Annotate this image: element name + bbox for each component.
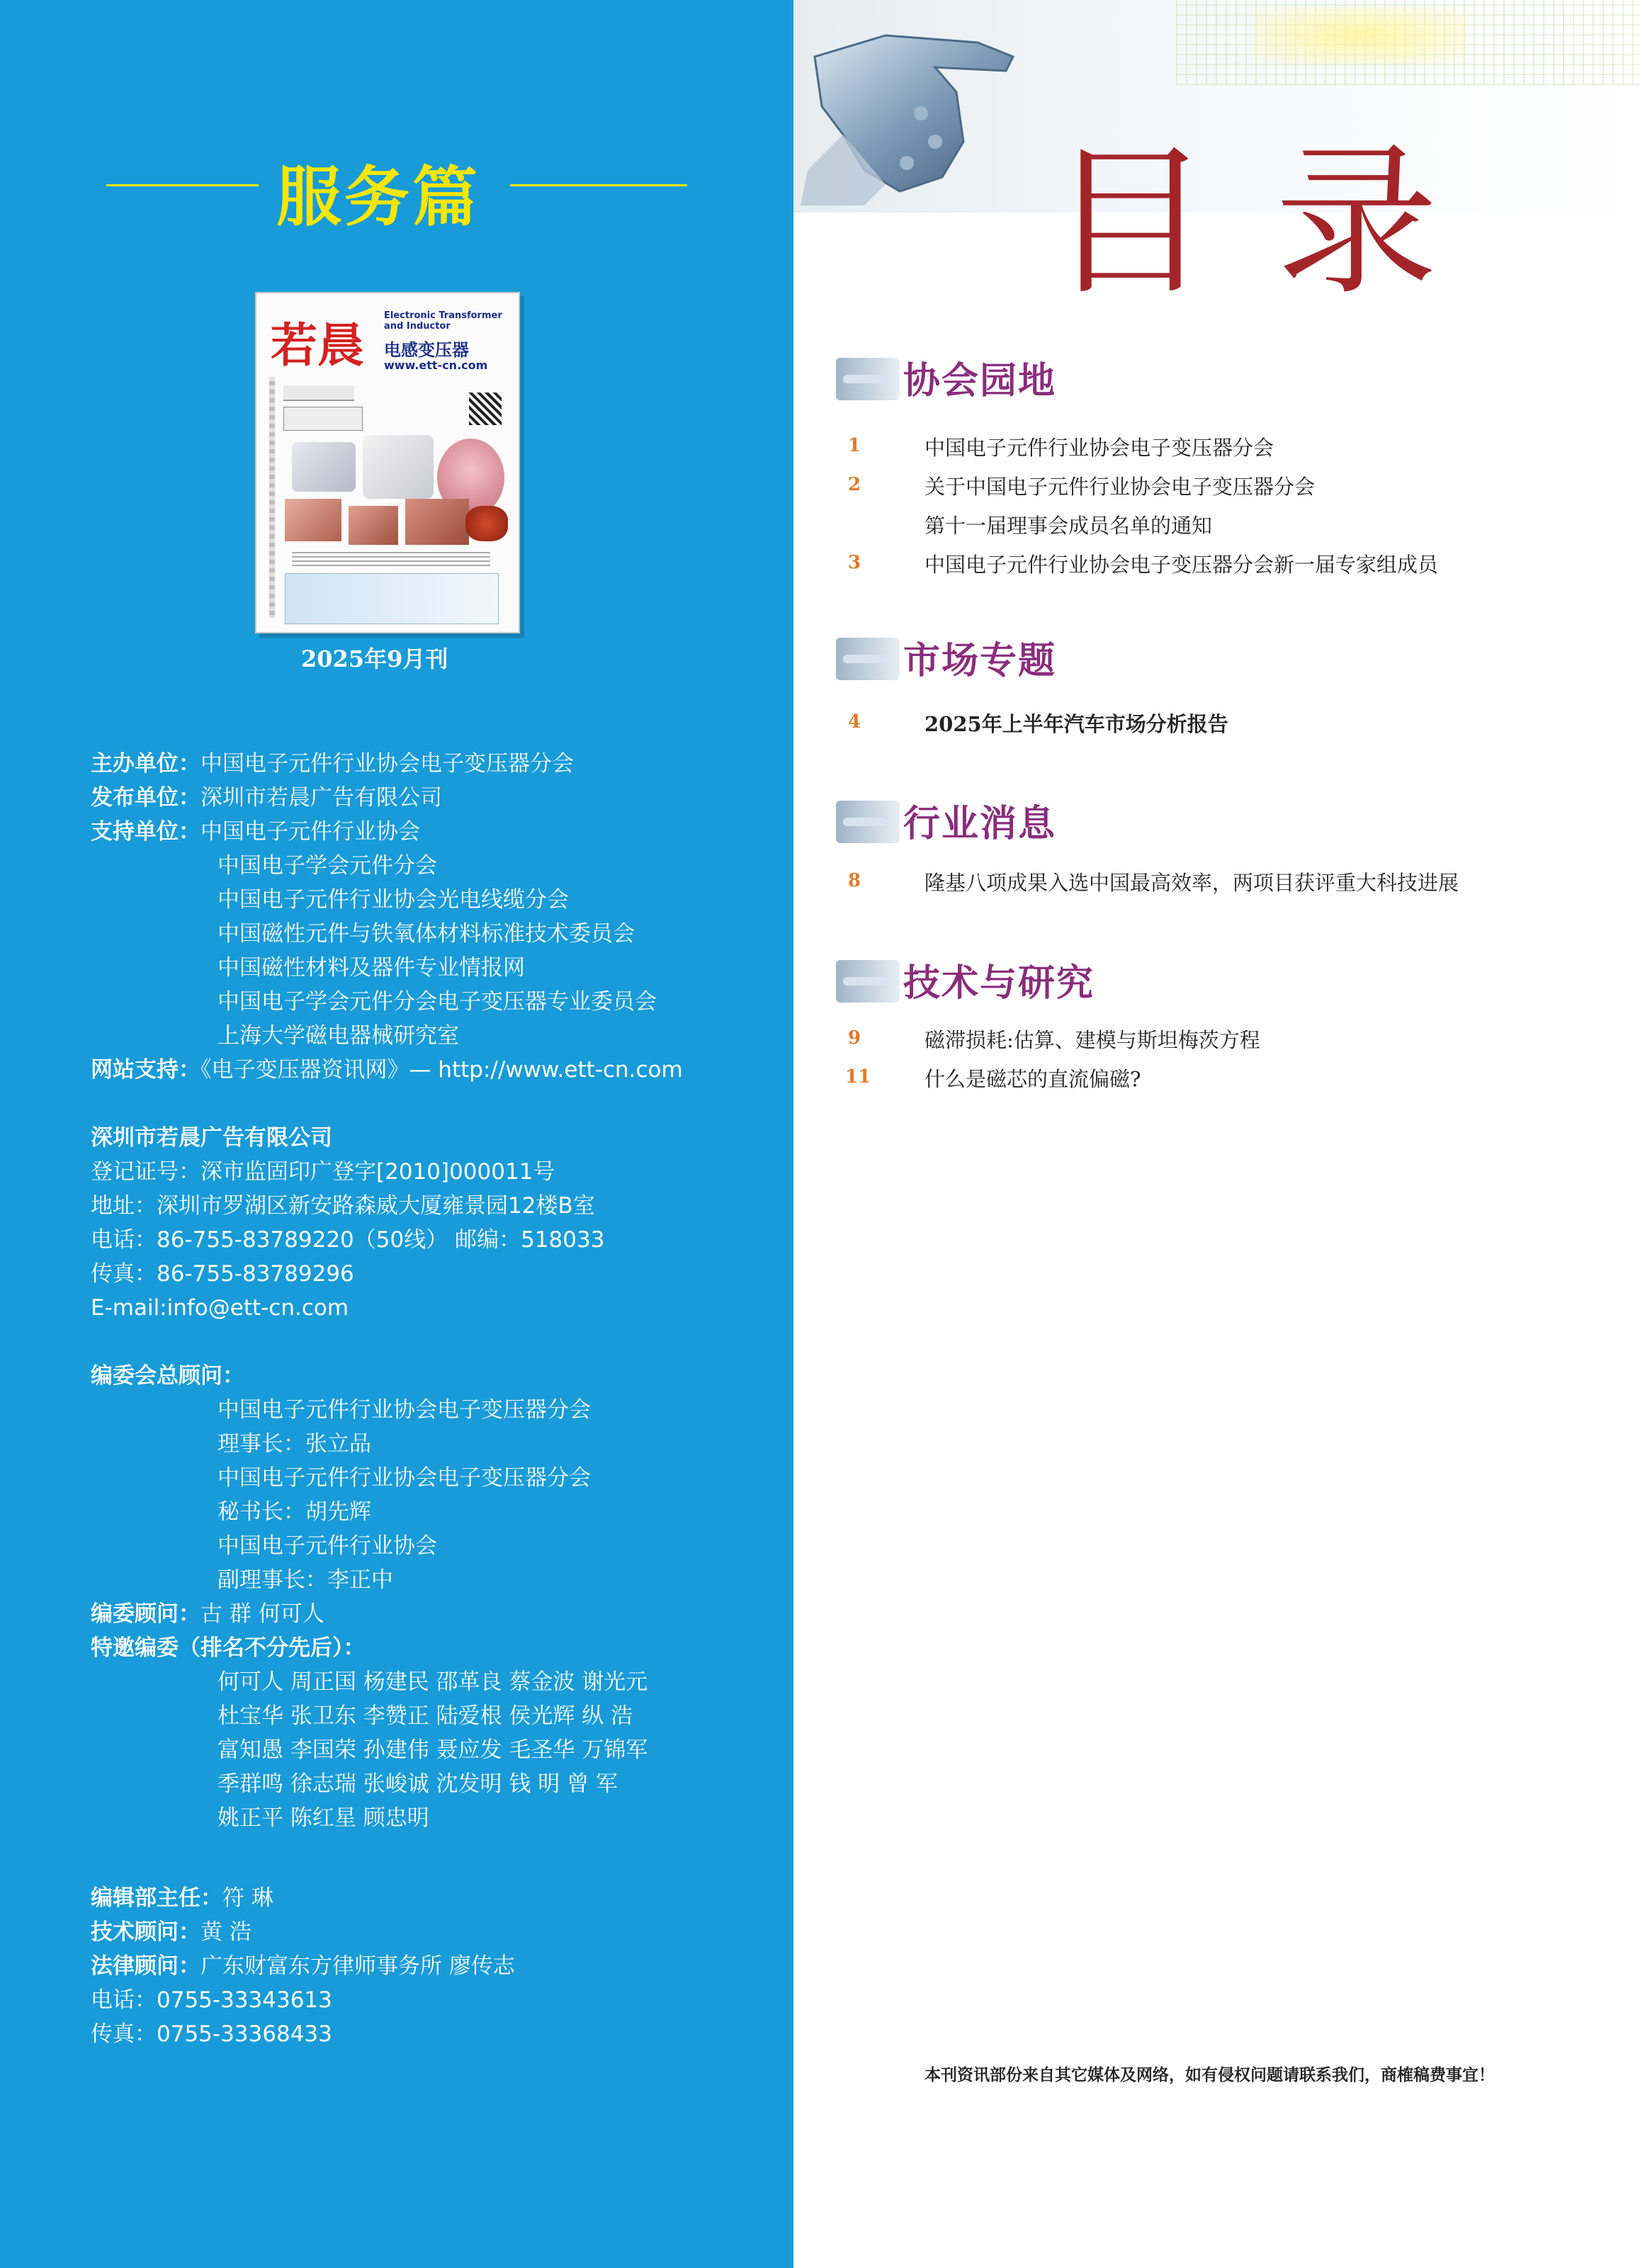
cover-ad-badge <box>283 385 354 401</box>
special-editors-names: 季群鸣 徐志瑞 张峻诚 沈发明 钱 明 曾 军 <box>217 1771 618 1797</box>
cover-rms-logo <box>283 407 363 431</box>
cover-product-image <box>292 442 356 492</box>
section-title: 行业消息 <box>903 802 1057 845</box>
cover-caption: 2025年9月刊 <box>301 645 448 672</box>
editorial-fax: 传真：0755-33368433 <box>91 2021 332 2047</box>
company-email[interactable]: E-mail:info@ett-cn.com <box>91 1295 349 1321</box>
support-item: 中国电子学会元件分会 <box>217 853 437 879</box>
advisors-label: 编委会总顾问： <box>91 1363 244 1389</box>
toc-entry[interactable]: 中国电子元件行业协会电子变压器分会 <box>924 436 1274 460</box>
editorial-phone: 电话：0755-33343613 <box>91 1987 332 2013</box>
website-row <box>91 1053 683 1087</box>
support-item: 中国磁性材料及器件专业情报网 <box>217 955 525 981</box>
section-title: 市场专题 <box>903 639 1057 682</box>
support-item: 中国电子元件行业协会 <box>200 819 420 845</box>
title-rule-left <box>106 184 259 186</box>
company-address: 地址：深圳市罗湖区新安路森威大厦雍景园12楼B室 <box>91 1193 595 1219</box>
support-label: 支持单位： <box>91 819 200 845</box>
cover-chinese-title: 电感变压器 <box>384 340 469 360</box>
website-value[interactable]: 《电子变压器资讯网》— http://www.ett-cn.com <box>200 1057 683 1083</box>
publisher-row <box>91 781 442 815</box>
cover-text-lines <box>292 552 490 568</box>
toc-entry-continued[interactable]: 第十一届理事会成员名单的通知 <box>924 514 1213 538</box>
advisor-line: 秘书长：胡先辉 <box>217 1499 371 1525</box>
company-name: 深圳市若晨广告有限公司 <box>91 1125 332 1151</box>
cover-product-image <box>349 506 398 545</box>
title-rule-right <box>510 184 687 186</box>
section-hand-icon <box>836 801 900 843</box>
support-row <box>91 815 420 849</box>
section-hand-icon <box>836 358 900 400</box>
company-phone: 电话：86-755-83789220（50线） 邮编：518033 <box>91 1227 605 1253</box>
special-editors-names: 何可人 周正国 杨建民 邵革良 蔡金波 谢光元 <box>217 1669 648 1695</box>
service-panel <box>0 0 793 2268</box>
cover-qr-code <box>469 393 502 425</box>
section-title: 协会园地 <box>903 359 1057 402</box>
editor-value: 符 琳 <box>222 1885 273 1911</box>
tech-advisor-value: 黄 浩 <box>200 1919 251 1945</box>
legal-advisor-value: 广东财富东方律师事务所 廖传志 <box>200 1953 515 1979</box>
cover-product-image <box>405 499 469 545</box>
section-hand-icon <box>836 638 900 680</box>
service-title <box>106 142 687 235</box>
pointing-hand-icon <box>801 28 1034 205</box>
tech-advisor-row <box>91 1915 251 1949</box>
support-item: 中国电子学会元件分会电子变压器专业委员会 <box>217 989 657 1015</box>
toc-entry[interactable]: 什么是磁芯的直流偏磁? <box>924 1067 1141 1091</box>
support-item: 上海大学磁电器械研究室 <box>217 1023 459 1049</box>
section-title: 技术与研究 <box>903 961 1095 1005</box>
advisor-line: 中国电子元件行业协会电子变压器分会 <box>217 1397 591 1423</box>
company-fax: 传真：86-755-83789296 <box>91 1261 354 1287</box>
website-label: 网站支持： <box>91 1057 200 1083</box>
cover-product-image <box>285 499 341 541</box>
consultants-label: 编委顾问： <box>91 1601 200 1627</box>
section-tech-research <box>836 953 1119 1010</box>
special-editors-label: 特邀编委（排名不分先后）： <box>91 1635 366 1661</box>
toc-page-number: 8 <box>848 870 861 891</box>
section-association <box>836 351 1119 407</box>
sponsor-value: 中国电子元件行业协会电子变压器分会 <box>200 751 574 777</box>
tech-advisor-label: 技术顾问： <box>91 1919 200 1945</box>
support-item: 中国电子元件行业协会光电线缆分会 <box>217 887 569 913</box>
cover-product-image <box>363 435 434 499</box>
cover-english-title: Electronic Transformer and Inductor <box>384 310 502 332</box>
editor-row <box>91 1881 273 1915</box>
toc-page-number: 4 <box>848 711 861 733</box>
cover-side-strip <box>269 377 275 618</box>
support-item: 中国磁性元件与铁氧体材料标准技术委员会 <box>217 921 635 947</box>
service-title-text: 服务篇 <box>276 159 481 235</box>
toc-entry[interactable]: 隆基八项成果入选中国最高效率，两项目获评重大科技进展 <box>924 871 1459 895</box>
toc-page-number: 11 <box>845 1066 871 1088</box>
company-registration: 登记证号：深市监固印广登字[2010]000011号 <box>91 1159 555 1185</box>
toc-page-number: 9 <box>848 1027 861 1049</box>
cover-footer-banner <box>285 573 499 624</box>
advisor-line: 中国电子元件行业协会电子变压器分会 <box>217 1465 591 1491</box>
toc-page-number: 1 <box>848 435 861 456</box>
consultants-value: 古 群 何可人 <box>200 1601 324 1627</box>
light-glow <box>1254 7 1466 64</box>
toc-heading: 目录 <box>1048 128 1502 317</box>
copyright-note: 本刊资讯部份来自其它媒体及网络，如有侵权问题请联系我们，商榷稿费事宜！ <box>924 2065 1495 2084</box>
cover-url: www.ett-cn.com <box>384 359 488 372</box>
section-market <box>836 631 1119 687</box>
advisor-line: 副理事长：李正中 <box>217 1567 393 1593</box>
section-hand-icon <box>836 960 900 1003</box>
special-editors-names: 富知愚 李国荣 孙建伟 聂应发 毛圣华 万锦军 <box>217 1737 648 1763</box>
advisor-line: 中国电子元件行业协会 <box>217 1533 437 1559</box>
toc-entry[interactable]: 关于中国电子元件行业协会电子变压器分会 <box>924 475 1316 499</box>
magazine-cover <box>255 292 520 633</box>
legal-advisor-row <box>91 1949 515 1983</box>
toc-entry[interactable]: 中国电子元件行业协会电子变压器分会新一届专家组成员 <box>924 553 1439 577</box>
cover-brand: 若晨 <box>271 317 364 373</box>
toc-entry[interactable]: 磁滞损耗:估算、建模与斯坦梅茨方程 <box>924 1028 1260 1052</box>
publisher-value: 深圳市若晨广告有限公司 <box>200 785 442 811</box>
toc-entry[interactable]: 2025年上半年汽车市场分析报告 <box>924 712 1228 736</box>
special-editors-row <box>91 1631 366 1665</box>
cover-product-image <box>465 506 508 541</box>
editor-label: 编辑部主任： <box>91 1885 222 1911</box>
sponsor-label: 主办单位： <box>91 751 200 777</box>
special-editors-names: 杜宝华 张卫东 李赞正 陆爱根 侯光辉 纵 浩 <box>217 1703 633 1729</box>
legal-advisor-label: 法律顾问： <box>91 1953 200 1979</box>
publisher-label: 发布单位： <box>91 785 200 811</box>
special-editors-names: 姚正平 陈红星 顾忠明 <box>217 1805 429 1831</box>
section-industry-news <box>836 794 1119 850</box>
sponsor-row <box>91 747 574 781</box>
advisor-line: 理事长：张立品 <box>217 1431 371 1457</box>
toc-page-number: 3 <box>848 552 861 573</box>
consultants-row <box>91 1597 324 1631</box>
toc-page-number: 2 <box>848 474 861 495</box>
